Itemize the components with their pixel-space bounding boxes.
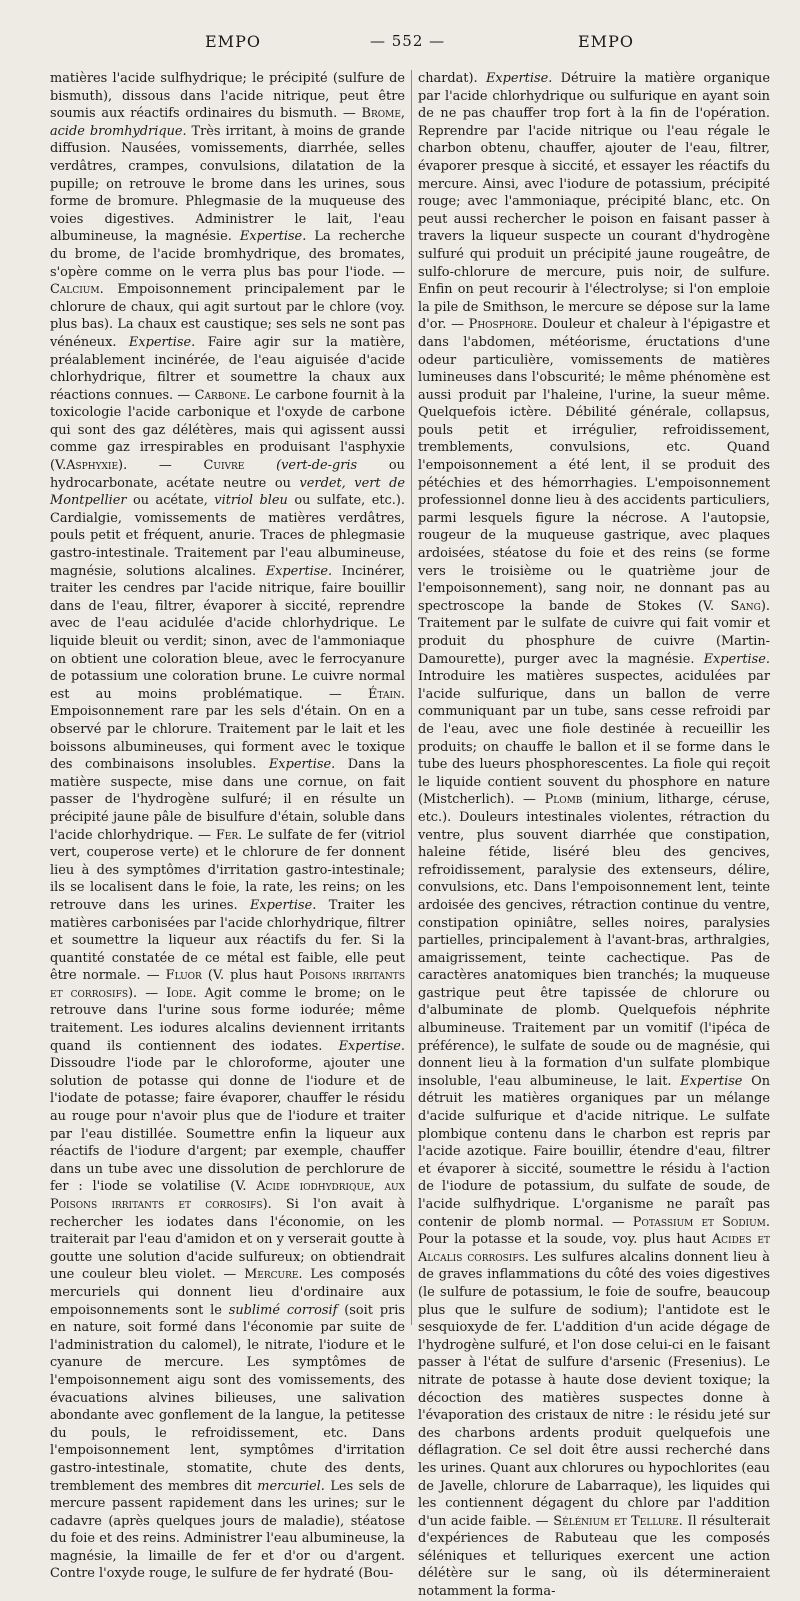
text-run: chardat). bbox=[418, 71, 478, 86]
text-run: Empoisonnement rare par les sels d'étain. On en a observé par le chlorure. Traitement par le lait et les boissons albumineuses, qui forment avec le toxique des combinaisons insolubles. bbox=[50, 704, 405, 773]
entry-term: mercuriel. bbox=[257, 1478, 325, 1494]
cross-reference: Acides et Alcalis corrosifs. bbox=[418, 1232, 770, 1265]
text-run: ). Si l'on avait à rechercher les iodates dans l'économie, on les traiterait par l'eau d'amidon et on y verserait goutte à goutte une solution d'acide sulfureux; on obtiendrait une couleur bleu violet. — bbox=[50, 1197, 406, 1283]
entry-term: Mercure. bbox=[244, 1267, 303, 1283]
text-run: Dans la matière suspecte, mise dans une cornue, on fait passer de l'hydrogène sulfuré; il en résulte un précipité jaune pâle de bisulfure d'étain, soluble dans l'acide chlorhydrique. — bbox=[50, 757, 405, 843]
entry-term: Potassium et Sodium. bbox=[632, 1214, 770, 1230]
text-run: ou sulfate, etc.). Cardialgie, vomissements de matières verdâtres, pouls petit et fréquent, anurie. Traces de phlegmasie gastro-intestinale. Traitement par l'eau albumineuse, magnésie, solutions alcalines. bbox=[50, 493, 405, 579]
page-number: — 552 — bbox=[370, 32, 446, 50]
expertise-label: Expertise bbox=[680, 1073, 743, 1089]
entry-term: acide bromhydrique. bbox=[50, 123, 187, 139]
entry-term: (vert-de-gris bbox=[276, 458, 358, 474]
text-run: (soit pris en nature, soit formé dans l'économie par suite de l'administration du calomel), le nitrate, l'iodure et le cyanure de mercure. Les symptômes de l'empoisonnement aigu sont des vomissements, des évacuations alvines bilieuses, une salivation abondante avec gonflement de la langue, la petitesse du pouls, le refroidissement, etc. Dans l'empoisonnement lent, symptômes d'irritation gastro-intestinale, stomatite, chute des dents, tremblement des membres dit bbox=[50, 1302, 405, 1494]
text-run: Introduire les matières suspectes, acidulées par l'acide sulfurique, dans un ballon de verre communiquant par un tube, sans cesse refroidi par de l'eau, avec une fiole destinée à recueillir les produits; on chauffe le ballon et il se forme dans le tube des lueurs phosphorescentes. La fiole qui reçoit le liquide contient souvent du phosphore en nature (Mistcherlich). — bbox=[418, 669, 770, 808]
text-run: (V. plus haut bbox=[207, 968, 293, 984]
entry-term: Phosphore. bbox=[468, 317, 538, 333]
cross-reference: Asphyxie bbox=[66, 458, 119, 474]
entry-term: Cuivre bbox=[203, 458, 245, 474]
text-run: La recherche du brome, de l'acide bromhydrique, des bromates, s'opère comme on le verra plus bas pour l'iode. — bbox=[50, 229, 405, 280]
text-run: Empoisonnement principalement par le chlorure de chaux, qui agit surtout par le chlore (voy. plus bas). La chaux est caustique; ses sels ne sont pas vénéneux. bbox=[50, 282, 405, 350]
text-run: Agit comme le brome; on le retrouve dans l'urine sous forme iodurée; même traitement. Les iodures alcalins deviennent irritants quand ils contiennent des iodates. bbox=[50, 985, 405, 1054]
running-head-left: EMPO bbox=[205, 32, 261, 51]
entry-term: Fer. bbox=[215, 827, 243, 843]
right-column bbox=[418, 70, 771, 1600]
expertise-label: Expertise. bbox=[703, 651, 770, 667]
text-run: ). — bbox=[118, 458, 172, 474]
expertise-label: Expertise. bbox=[265, 563, 333, 579]
text-run: ou acétate, bbox=[132, 493, 208, 509]
expertise-label: Expertise. bbox=[249, 897, 317, 913]
text-run: ou hydrocarbonate, acétate neutre ou bbox=[50, 458, 405, 491]
expertise-label: Expertise. bbox=[485, 71, 553, 86]
text-run: Faire agir sur la matière, préalablement incinérée, de l'eau aiguisée d'acide chlorhydrique, filtrer et soumettre la chaux aux réactions connues. — bbox=[50, 334, 405, 403]
expertise-label: Expertise. bbox=[268, 757, 336, 773]
text-run: Le sulfate de fer (vitriol vert, couperose verte) et le chlorure de fer donnent lieu à des symptômes d'irritation gastro-intestinale; ils se localisent dans le foie, la rate, les reins; on les retrouve dans les urines. bbox=[50, 827, 405, 913]
text-run: Douleur et chaleur à l'épigastre et dans l'abdomen, météorisme, éructations d'une odeur particulière, vomissements de matières lumineuses dans l'obscurité; le même phénomène est aussi produit par l'haleine, l'urine, la sueur même. Quelquefois ictère. Débilité générale, collapsus, pouls petit et irrégulier, refroidissement, tremblements, convulsions, etc. Quand l'empoisonnement a été lent, il se produit des pétéchies et des hémorrhagies. L'empoisonnement professionnel donne lieu à des accidents particuliers, parmi lesquels figure la nécrose. A l'autopsie, rougeur de la muqueuse gastrique, avec plaques ardoisées, stéatose du foie et des reins (se forme vers le troisième ou le quatrième jour de l'empoisonnement), sang noir, ne donnant pas au spectroscope la bande de Stokes (V. bbox=[418, 317, 770, 614]
text-run: Incinérer, traiter les cendres par l'acide nitrique, faire bouillir dans de l'eau, filtrer, évaporer à siccité, reprendre avec de l'eau acidulée d'acide chlorhydrique. Le liquide bleuit ou verdit; sinon, avec de l'ammoniaque on obtient une coloration bleue, avec le ferrocyanure de potassium une coloration brune. Le cuivre normal est au moins problématique. — bbox=[50, 563, 405, 702]
entry-term: Plomb bbox=[544, 792, 583, 808]
column-divider bbox=[411, 70, 412, 1325]
text-run: Les composés mercuriels qui donnent lieu d'ordinaire aux empoisonnements sont le bbox=[50, 1267, 405, 1318]
text-run: ). — bbox=[128, 985, 159, 1001]
text-run: Détruire la matière organique par l'acide chlorhydrique ou sulfurique en ayant soin de ne pas chauffer trop fort à la fin de l'opération. Reprendre par l'acide nitrique ou l'eau régale le charbon obtenu, chauffer, ajouter de l'eau, filtrer, évaporer presque à siccité, et essayer les réactifs du mercure. Ainsi, avec l'iodure de potassium, précipité rouge; avec l'ammoniaque, précipité blanc, etc. On peut aussi rechercher le poison en faisant passer à travers la liqueur suspecte un courant d'hydrogène sulfuré qui produit un précipité jaune rougeâtre, de sulfo-chlorure de mercure, puis noir, de sulfure. Enfin on peut recourir à l'électrolyse; si l'on emploie la pile de Smithson, le mercure se dépose sur la lame d'or. — bbox=[418, 71, 770, 333]
expertise-label: Expertise. bbox=[239, 229, 307, 245]
text-run: Les sulfures alcalins donnent lieu à de graves inflammations du côté des voies digestives (le sulfure de potassium, le foie de soufre, beaucoup plus que le sulfure de sodium); l'antidote est le sesquioxyde de fer. L'addition d'un acide dégage de l'hydrogène sulfuré, et l'on dose celui-ci en le faisant passer à l'état de sulfure d'arsenic (Fresenius). Le nitrate de potasse à haute dose devient toxique; la décoction des matières suspectes donne à l'évaporation des cristaux de nitre : le résidu jeté sur des charbons ardents produit quelquefois une déflagration. Ce sel doit être aussi recherché dans les urines. Quant aux chlorures ou hypochlorites (eau de Javelle, chlorure de Labarraque), les liquides qui les contiennent dégagent du chlore par l'addition d'un acide faible. — bbox=[418, 1249, 770, 1529]
text-run: (minium, litharge, céruse, etc.). Douleurs intestinales violentes, rétraction du ventre, plus souvent diarrhée que constipation, haleine fétide, liséré bleu des gencives, refroidissement, paralysie des extenseurs, délire, convulsions, etc. Dans l'empoisonnement lent, teinte ardoisée des gencives, rétraction continue du ventre, constipation opiniâtre, selles noires, paralysies partielles, principalement à l'avant-bras, arthralgies, amaigrissement, teinte cachectique. Pas de caractères anatomiques bien tranchés; la muqueuse gastrique peut être tapissée de chlorure ou d'albuminate de plomb. Quelquefois néphrite albumineuse. Traitement par un vomitif (l'ipéca de préférence), le sulfate de soude ou de magnésie, qui donnent lieu à la formation d'un sulfate plombique insoluble, l'eau albumineuse, le lait. bbox=[418, 792, 771, 1089]
text-run: Dissoudre l'iode par le chloroforme, ajouter une solution de potasse qui donne de l'iodure et de l'iodate de potasse; faire évaporer, chauffer le résidu au rouge pour n'avoir plus que de l'iodure et traiter par l'eau distillée. Soumettre enfin la liqueur aux réactifs de l'iodure d'argent; par exemple, chauffer dans un tube avec une dissolution de perchlorure de fer : l'iode se volatilise (V. bbox=[50, 1056, 405, 1195]
cross-reference: Sang bbox=[730, 598, 761, 614]
text-run: Il résulterait d'expériences de Rabuteau que les composés séléniques et telluriques exercent une action délétère sur le sang, où ils détermineraient notamment la forma- bbox=[418, 1513, 770, 1600]
text-run: Pour la potasse et la soude, voy. plus haut bbox=[418, 1232, 706, 1248]
entry-term: verdet, vert de Montpellier bbox=[50, 475, 406, 509]
entry-term: vitriol bleu bbox=[214, 493, 288, 509]
text-run: ). Traitement par le sulfate de cuivre qui fait vomir et produit du phosphure de cuivre (Martin-Damourette), purger avec la magnésie. bbox=[418, 598, 770, 667]
text-run: matières l'acide sulfhydrique; le précipité (sulfure de bismuth), dissous dans l'acide nitrique, peut être soumis aux réactifs ordinaires du bismuth. — bbox=[50, 71, 405, 122]
left-column bbox=[50, 70, 406, 1582]
text-run: Les sels de mercure passent rapidement dans les urines; sur le cadavre (après quelques jours de maladie), stéatose du foie et des reins. Administrer l'eau albumineuse, la magnésie, la limaille de fer et d'or ou d'argent. Contre l'oxyde rouge, le sulfure de fer hydraté (Bou- bbox=[50, 1478, 405, 1582]
expertise-label: Expertise. bbox=[128, 334, 196, 350]
entry-term: sublimé corrosif bbox=[228, 1302, 338, 1318]
expertise-label: Expertise. bbox=[338, 1038, 405, 1054]
cross-reference: Poisons irritants et corrosifs bbox=[50, 968, 405, 1001]
entry-term: Carbone. bbox=[194, 387, 251, 403]
text-run: On détruit les matières organiques par un mélange d'acide sulfurique et d'acide nitrique. Le sulfate plombique contenu dans le charbon est repris par l'acide azotique. Faire bouillir, étendre d'eau, filtrer et évaporer à siccité, soumettre le résidu à l'action de l'iodure de potassium, du sulfate de soude, de l'acide sulfhydrique. L'organisme ne paraît pas contenir de plomb normal. — bbox=[418, 1073, 770, 1230]
entry-term: Iode. bbox=[166, 985, 197, 1001]
entry-term: Sélénium et Tellure. bbox=[553, 1513, 683, 1529]
entry-term: Fluor bbox=[165, 968, 202, 984]
entry-term: Brome, bbox=[361, 106, 405, 122]
entry-term: Calcium. bbox=[50, 282, 104, 298]
cross-reference: Acide iodhydrique, aux Poisons irritants et corrosifs bbox=[50, 1179, 405, 1212]
text-run: Très irritant, à moins de grande diffusion. Nausées, vomissements, diarrhée, selles verdâtres, crampes, convulsions, dilatation de la pupille; on retrouve le brome dans les urines, sous forme de bromure. Phlegmasie de la muqueuse des voies digestives. Administrer le lait, l'eau albumineuse, la magnésie. bbox=[50, 123, 405, 245]
text-run: Le carbone fournit à la toxicologie l'acide carbonique et l'oxyde de carbone qui sont des gaz délétères, mais qui agissent aussi comme gaz irrespirables en produisant l'asphyxie (V. bbox=[50, 387, 405, 474]
text-run: Traiter les matières carbonisées par l'acide chlorhydrique, filtrer et soumettre la liqueur aux réactifs du fer. Si la quantité constatée de ce métal est faible, elle peut être normale. — bbox=[50, 897, 405, 984]
entry-term: Étain. bbox=[368, 686, 405, 702]
running-head-right: EMPO bbox=[578, 32, 634, 51]
